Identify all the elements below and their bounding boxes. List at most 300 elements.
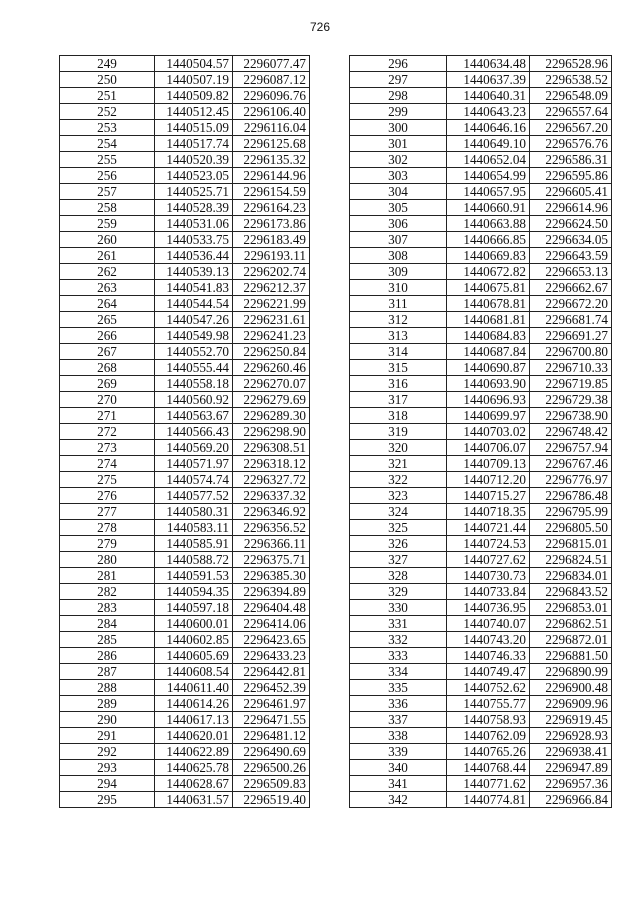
point-number-cell: 305 [350, 200, 447, 216]
table-row [350, 376, 612, 392]
point-number-cell: 271 [60, 408, 155, 424]
table-row [60, 504, 310, 520]
table-row [60, 184, 310, 200]
x-coordinate-cell: 1440560.92 [155, 392, 233, 408]
point-number-cell: 303 [350, 168, 447, 184]
point-number-cell: 309 [350, 264, 447, 280]
table-row [350, 408, 612, 424]
x-coordinate-cell: 1440563.67 [155, 408, 233, 424]
point-number-cell: 333 [350, 648, 447, 664]
point-number-cell: 257 [60, 184, 155, 200]
point-number-cell: 338 [350, 728, 447, 744]
point-number-cell: 263 [60, 280, 155, 296]
x-coordinate-cell: 1440580.31 [155, 504, 233, 520]
y-coordinate-cell: 2296500.26 [233, 760, 310, 776]
x-coordinate-cell: 1440643.23 [447, 104, 530, 120]
y-coordinate-cell: 2296404.48 [233, 600, 310, 616]
y-coordinate-cell: 2296394.89 [233, 584, 310, 600]
y-coordinate-cell: 2296442.81 [233, 664, 310, 680]
table-row [60, 360, 310, 376]
point-number-cell: 253 [60, 120, 155, 136]
table-row [350, 360, 612, 376]
y-coordinate-cell: 2296862.51 [530, 616, 612, 632]
y-coordinate-cell: 2296872.01 [530, 632, 612, 648]
table-row [60, 744, 310, 760]
y-coordinate-cell: 2296947.89 [530, 760, 612, 776]
point-number-cell: 322 [350, 472, 447, 488]
y-coordinate-cell: 2296433.23 [233, 648, 310, 664]
y-coordinate-cell: 2296116.04 [233, 120, 310, 136]
point-number-cell: 311 [350, 296, 447, 312]
y-coordinate-cell: 2296318.12 [233, 456, 310, 472]
table-row [60, 456, 310, 472]
point-number-cell: 275 [60, 472, 155, 488]
x-coordinate-cell: 1440743.20 [447, 632, 530, 648]
x-coordinate-cell: 1440628.67 [155, 776, 233, 792]
x-coordinate-cell: 1440758.93 [447, 712, 530, 728]
table-row [350, 232, 612, 248]
y-coordinate-cell: 2296212.37 [233, 280, 310, 296]
table-row [60, 552, 310, 568]
point-number-cell: 299 [350, 104, 447, 120]
table-row [350, 680, 612, 696]
x-coordinate-cell: 1440771.62 [447, 776, 530, 792]
table-row [60, 376, 310, 392]
y-coordinate-cell: 2296173.86 [233, 216, 310, 232]
point-number-cell: 270 [60, 392, 155, 408]
point-number-cell: 341 [350, 776, 447, 792]
table-row [60, 696, 310, 712]
point-number-cell: 266 [60, 328, 155, 344]
x-coordinate-cell: 1440631.57 [155, 792, 233, 808]
x-coordinate-cell: 1440690.87 [447, 360, 530, 376]
table-row [60, 520, 310, 536]
table-row [60, 472, 310, 488]
y-coordinate-cell: 2296346.92 [233, 504, 310, 520]
y-coordinate-cell: 2296700.80 [530, 344, 612, 360]
table-row [350, 136, 612, 152]
table-row [60, 200, 310, 216]
point-number-cell: 273 [60, 440, 155, 456]
y-coordinate-cell: 2296928.93 [530, 728, 612, 744]
point-number-cell: 251 [60, 88, 155, 104]
x-coordinate-cell: 1440552.70 [155, 344, 233, 360]
table-row [60, 440, 310, 456]
point-number-cell: 277 [60, 504, 155, 520]
table-row [60, 792, 310, 808]
point-number-cell: 260 [60, 232, 155, 248]
point-number-cell: 285 [60, 632, 155, 648]
x-coordinate-cell: 1440620.01 [155, 728, 233, 744]
point-number-cell: 262 [60, 264, 155, 280]
table-row [60, 280, 310, 296]
x-coordinate-cell: 1440681.81 [447, 312, 530, 328]
y-coordinate-cell: 2296595.86 [530, 168, 612, 184]
point-number-cell: 342 [350, 792, 447, 808]
point-number-cell: 268 [60, 360, 155, 376]
x-coordinate-cell: 1440539.13 [155, 264, 233, 280]
table-row [60, 104, 310, 120]
point-number-cell: 256 [60, 168, 155, 184]
table-row [60, 120, 310, 136]
y-coordinate-cell: 2296250.84 [233, 344, 310, 360]
x-coordinate-cell: 1440652.04 [447, 152, 530, 168]
x-coordinate-cell: 1440696.93 [447, 392, 530, 408]
x-coordinate-cell: 1440684.83 [447, 328, 530, 344]
table-row [350, 568, 612, 584]
y-coordinate-cell: 2296795.99 [530, 504, 612, 520]
page-number: 726 [309, 20, 331, 34]
point-number-cell: 296 [350, 56, 447, 72]
table-row [350, 792, 612, 808]
table-row [350, 440, 612, 456]
x-coordinate-cell: 1440736.95 [447, 600, 530, 616]
x-coordinate-cell: 1440774.81 [447, 792, 530, 808]
point-number-cell: 335 [350, 680, 447, 696]
y-coordinate-cell: 2296471.55 [233, 712, 310, 728]
x-coordinate-cell: 1440622.89 [155, 744, 233, 760]
y-coordinate-cell: 2296605.41 [530, 184, 612, 200]
y-coordinate-cell: 2296614.96 [530, 200, 612, 216]
point-number-cell: 283 [60, 600, 155, 616]
x-coordinate-cell: 1440571.97 [155, 456, 233, 472]
table-row [60, 88, 310, 104]
table-row [60, 728, 310, 744]
point-number-cell: 316 [350, 376, 447, 392]
y-coordinate-cell: 2296691.27 [530, 328, 612, 344]
point-number-cell: 295 [60, 792, 155, 808]
y-coordinate-cell: 2296337.32 [233, 488, 310, 504]
table-row [350, 216, 612, 232]
point-number-cell: 250 [60, 72, 155, 88]
point-number-cell: 339 [350, 744, 447, 760]
y-coordinate-cell: 2296509.83 [233, 776, 310, 792]
y-coordinate-cell: 2296481.12 [233, 728, 310, 744]
point-number-cell: 281 [60, 568, 155, 584]
point-number-cell: 319 [350, 424, 447, 440]
table-row [60, 424, 310, 440]
y-coordinate-cell: 2296241.23 [233, 328, 310, 344]
table-row [350, 328, 612, 344]
point-number-cell: 261 [60, 248, 155, 264]
x-coordinate-cell: 1440591.53 [155, 568, 233, 584]
y-coordinate-cell: 2296538.52 [530, 72, 612, 88]
y-coordinate-cell: 2296125.68 [233, 136, 310, 152]
x-coordinate-cell: 1440597.18 [155, 600, 233, 616]
y-coordinate-cell: 2296298.90 [233, 424, 310, 440]
x-coordinate-cell: 1440669.83 [447, 248, 530, 264]
y-coordinate-cell: 2296757.94 [530, 440, 612, 456]
y-coordinate-cell: 2296881.50 [530, 648, 612, 664]
x-coordinate-cell: 1440706.07 [447, 440, 530, 456]
x-coordinate-cell: 1440634.48 [447, 56, 530, 72]
table-row [350, 616, 612, 632]
y-coordinate-cell: 2296452.39 [233, 680, 310, 696]
x-coordinate-cell: 1440509.82 [155, 88, 233, 104]
y-coordinate-cell: 2296643.59 [530, 248, 612, 264]
table-row [350, 664, 612, 680]
y-coordinate-cell: 2296919.45 [530, 712, 612, 728]
point-number-cell: 329 [350, 584, 447, 600]
y-coordinate-cell: 2296193.11 [233, 248, 310, 264]
x-coordinate-cell: 1440746.33 [447, 648, 530, 664]
x-coordinate-cell: 1440749.47 [447, 664, 530, 680]
table-row [60, 616, 310, 632]
table-row [350, 104, 612, 120]
x-coordinate-cell: 1440765.26 [447, 744, 530, 760]
table-row [60, 664, 310, 680]
table-row [350, 344, 612, 360]
point-number-cell: 301 [350, 136, 447, 152]
x-coordinate-cell: 1440733.84 [447, 584, 530, 600]
table-row [350, 536, 612, 552]
table-row [350, 504, 612, 520]
y-coordinate-cell: 2296909.96 [530, 696, 612, 712]
y-coordinate-cell: 2296289.30 [233, 408, 310, 424]
table-row [350, 248, 612, 264]
x-coordinate-cell: 1440515.09 [155, 120, 233, 136]
y-coordinate-cell: 2296106.40 [233, 104, 310, 120]
point-number-cell: 328 [350, 568, 447, 584]
point-number-cell: 313 [350, 328, 447, 344]
y-coordinate-cell: 2296966.84 [530, 792, 612, 808]
y-coordinate-cell: 2296815.01 [530, 536, 612, 552]
point-number-cell: 278 [60, 520, 155, 536]
table-row [60, 168, 310, 184]
y-coordinate-cell: 2296135.32 [233, 152, 310, 168]
point-number-cell: 314 [350, 344, 447, 360]
x-coordinate-cell: 1440649.10 [447, 136, 530, 152]
point-number-cell: 280 [60, 552, 155, 568]
x-coordinate-cell: 1440611.40 [155, 680, 233, 696]
x-coordinate-cell: 1440549.98 [155, 328, 233, 344]
table-row [350, 88, 612, 104]
y-coordinate-cell: 2296729.38 [530, 392, 612, 408]
y-coordinate-cell: 2296624.50 [530, 216, 612, 232]
x-coordinate-cell: 1440755.77 [447, 696, 530, 712]
x-coordinate-cell: 1440600.01 [155, 616, 233, 632]
table-row [60, 136, 310, 152]
y-coordinate-cell: 2296096.76 [233, 88, 310, 104]
y-coordinate-cell: 2296164.23 [233, 200, 310, 216]
y-coordinate-cell: 2296710.33 [530, 360, 612, 376]
point-number-cell: 302 [350, 152, 447, 168]
y-coordinate-cell: 2296776.97 [530, 472, 612, 488]
table-row [60, 488, 310, 504]
x-coordinate-cell: 1440625.78 [155, 760, 233, 776]
y-coordinate-cell: 2296144.96 [233, 168, 310, 184]
point-number-cell: 324 [350, 504, 447, 520]
x-coordinate-cell: 1440541.83 [155, 280, 233, 296]
x-coordinate-cell: 1440547.26 [155, 312, 233, 328]
table-row [350, 184, 612, 200]
x-coordinate-cell: 1440594.35 [155, 584, 233, 600]
y-coordinate-cell: 2296202.74 [233, 264, 310, 280]
y-coordinate-cell: 2296077.47 [233, 56, 310, 72]
table-row [60, 72, 310, 88]
point-number-cell: 264 [60, 296, 155, 312]
point-number-cell: 310 [350, 280, 447, 296]
y-coordinate-cell: 2296662.67 [530, 280, 612, 296]
y-coordinate-cell: 2296767.46 [530, 456, 612, 472]
table-row [60, 568, 310, 584]
x-coordinate-cell: 1440712.20 [447, 472, 530, 488]
point-number-cell: 274 [60, 456, 155, 472]
x-coordinate-cell: 1440583.11 [155, 520, 233, 536]
x-coordinate-cell: 1440585.91 [155, 536, 233, 552]
x-coordinate-cell: 1440517.74 [155, 136, 233, 152]
point-number-cell: 325 [350, 520, 447, 536]
x-coordinate-cell: 1440666.85 [447, 232, 530, 248]
table-row [350, 168, 612, 184]
table-row [60, 584, 310, 600]
x-coordinate-cell: 1440709.13 [447, 456, 530, 472]
point-number-cell: 323 [350, 488, 447, 504]
x-coordinate-cell: 1440520.39 [155, 152, 233, 168]
table-row [350, 472, 612, 488]
y-coordinate-cell: 2296423.65 [233, 632, 310, 648]
x-coordinate-cell: 1440663.88 [447, 216, 530, 232]
y-coordinate-cell: 2296557.64 [530, 104, 612, 120]
x-coordinate-cell: 1440588.72 [155, 552, 233, 568]
point-number-cell: 258 [60, 200, 155, 216]
y-coordinate-cell: 2296576.76 [530, 136, 612, 152]
x-coordinate-cell: 1440640.31 [447, 88, 530, 104]
x-coordinate-cell: 1440724.53 [447, 536, 530, 552]
table-row [350, 424, 612, 440]
x-coordinate-cell: 1440762.09 [447, 728, 530, 744]
table-row [350, 392, 612, 408]
point-number-cell: 254 [60, 136, 155, 152]
y-coordinate-cell: 2296308.51 [233, 440, 310, 456]
table-row [60, 344, 310, 360]
x-coordinate-cell: 1440507.19 [155, 72, 233, 88]
y-coordinate-cell: 2296270.07 [233, 376, 310, 392]
table-row [60, 56, 310, 72]
x-coordinate-cell: 1440536.44 [155, 248, 233, 264]
point-number-cell: 326 [350, 536, 447, 552]
coordinate-table-left [59, 55, 310, 808]
table-row [350, 648, 612, 664]
table-row [350, 584, 612, 600]
x-coordinate-cell: 1440699.97 [447, 408, 530, 424]
point-number-cell: 259 [60, 216, 155, 232]
y-coordinate-cell: 2296786.48 [530, 488, 612, 504]
point-number-cell: 337 [350, 712, 447, 728]
x-coordinate-cell: 1440660.91 [447, 200, 530, 216]
table-row [350, 520, 612, 536]
y-coordinate-cell: 2296519.40 [233, 792, 310, 808]
point-number-cell: 293 [60, 760, 155, 776]
x-coordinate-cell: 1440525.71 [155, 184, 233, 200]
y-coordinate-cell: 2296279.69 [233, 392, 310, 408]
y-coordinate-cell: 2296586.31 [530, 152, 612, 168]
point-number-cell: 276 [60, 488, 155, 504]
x-coordinate-cell: 1440577.52 [155, 488, 233, 504]
point-number-cell: 334 [350, 664, 447, 680]
y-coordinate-cell: 2296366.11 [233, 536, 310, 552]
point-number-cell: 249 [60, 56, 155, 72]
y-coordinate-cell: 2296634.05 [530, 232, 612, 248]
point-number-cell: 317 [350, 392, 447, 408]
table-row [60, 712, 310, 728]
point-number-cell: 300 [350, 120, 447, 136]
x-coordinate-cell: 1440566.43 [155, 424, 233, 440]
point-number-cell: 312 [350, 312, 447, 328]
point-number-cell: 267 [60, 344, 155, 360]
x-coordinate-cell: 1440614.26 [155, 696, 233, 712]
point-number-cell: 279 [60, 536, 155, 552]
y-coordinate-cell: 2296738.90 [530, 408, 612, 424]
x-coordinate-cell: 1440687.84 [447, 344, 530, 360]
table-row [350, 696, 612, 712]
y-coordinate-cell: 2296843.52 [530, 584, 612, 600]
point-number-cell: 307 [350, 232, 447, 248]
x-coordinate-cell: 1440528.39 [155, 200, 233, 216]
y-coordinate-cell: 2296327.72 [233, 472, 310, 488]
x-coordinate-cell: 1440504.57 [155, 56, 233, 72]
x-coordinate-cell: 1440637.39 [447, 72, 530, 88]
y-coordinate-cell: 2296528.96 [530, 56, 612, 72]
x-coordinate-cell: 1440569.20 [155, 440, 233, 456]
y-coordinate-cell: 2296087.12 [233, 72, 310, 88]
x-coordinate-cell: 1440608.54 [155, 664, 233, 680]
x-coordinate-cell: 1440768.44 [447, 760, 530, 776]
x-coordinate-cell: 1440555.44 [155, 360, 233, 376]
y-coordinate-cell: 2296824.51 [530, 552, 612, 568]
y-coordinate-cell: 2296653.13 [530, 264, 612, 280]
point-number-cell: 252 [60, 104, 155, 120]
point-number-cell: 286 [60, 648, 155, 664]
table-row [350, 632, 612, 648]
table-row [350, 120, 612, 136]
x-coordinate-cell: 1440715.27 [447, 488, 530, 504]
point-number-cell: 282 [60, 584, 155, 600]
table-row [350, 488, 612, 504]
point-number-cell: 340 [350, 760, 447, 776]
x-coordinate-cell: 1440605.69 [155, 648, 233, 664]
y-coordinate-cell: 2296890.99 [530, 664, 612, 680]
x-coordinate-cell: 1440740.07 [447, 616, 530, 632]
y-coordinate-cell: 2296231.61 [233, 312, 310, 328]
point-number-cell: 320 [350, 440, 447, 456]
table-row [60, 312, 310, 328]
point-number-cell: 291 [60, 728, 155, 744]
table-row [350, 312, 612, 328]
coordinate-table-right [349, 55, 612, 808]
table-row [350, 264, 612, 280]
y-coordinate-cell: 2296957.36 [530, 776, 612, 792]
table-row [60, 152, 310, 168]
y-coordinate-cell: 2296805.50 [530, 520, 612, 536]
y-coordinate-cell: 2296548.09 [530, 88, 612, 104]
point-number-cell: 336 [350, 696, 447, 712]
table-row [60, 632, 310, 648]
x-coordinate-cell: 1440727.62 [447, 552, 530, 568]
x-coordinate-cell: 1440752.62 [447, 680, 530, 696]
table-row [350, 456, 612, 472]
y-coordinate-cell: 2296567.20 [530, 120, 612, 136]
table-row [350, 72, 612, 88]
table-row [60, 216, 310, 232]
table-row [350, 760, 612, 776]
y-coordinate-cell: 2296853.01 [530, 600, 612, 616]
point-number-cell: 298 [350, 88, 447, 104]
y-coordinate-cell: 2296672.20 [530, 296, 612, 312]
x-coordinate-cell: 1440672.82 [447, 264, 530, 280]
x-coordinate-cell: 1440574.74 [155, 472, 233, 488]
table-row [350, 712, 612, 728]
